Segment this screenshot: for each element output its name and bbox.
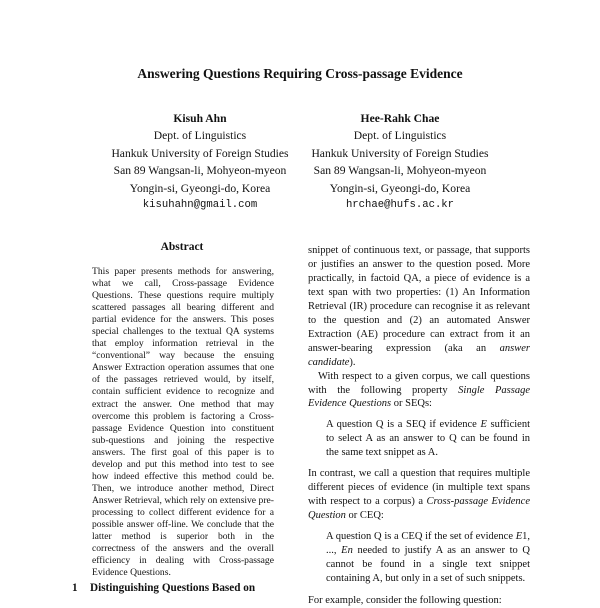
paper-title: Answering Questions Requiring Cross-passage Evidence <box>137 66 463 81</box>
section-number: 1 <box>72 582 78 594</box>
author-address-line: Yongin-si, Gyeongi-do, Korea <box>329 181 471 195</box>
right-column-body <box>308 244 530 608</box>
math-subscript: 1 <box>522 531 528 543</box>
author-email: kisuhahn@gmail.com <box>142 199 258 212</box>
abstract-text: This paper presents methods for answering, what we call, Cross-passage Evidence Questions. These questions require multiply scattered passages all bearing different and partial evidence for the answers. This poses special challenges to the textual QA systems that employ information retrieval in the “conventional” way because the ensuing Answer Extraction operation assumes that one of the passages retrieved would, by itself, contain sufficient evidence to recognize and extract the answer. One method that may overcome this problem is factoring a Cross-passage Evidence Question into constituent sub-questions and joining the respective answers. The first goal of this paper is to develop and put this method into test to see how indeed effective this method could be. Then, we introduce another method, Direct Answer Retrieval, which rely on extensive pre-processing to collect different evidence for a possible answer off-line. We conclude that the latter method is superior both in the correctness of the answers and the overall efficiency in dealing with Cross-passage Evidence Questions. <box>92 266 274 579</box>
definition-quote <box>326 418 530 460</box>
paragraph-text: snippet of continuous text, or passage, that supports or justifies an answer to the question posed. More practically, in factoid QA, a piece of evidence is a text span with two properties: (1) An Information Retrieval (IR) procedure can recognise it as relevant to the question and (2) an automated Answer Extraction (AE) procedure can extract from it an answer-bearing expression (aka an <box>308 245 530 354</box>
paragraph-text: or CEQ: <box>345 510 384 522</box>
section-title: Distinguishing Questions Based on <box>90 582 256 594</box>
paragraph-text: ). <box>349 356 356 368</box>
italic-term: Cross-passage Evidence Question <box>308 496 530 522</box>
quote-text: , ..., <box>326 531 530 557</box>
author-address-line: San 89 Wangsan-li, Mohyeon-myeon <box>113 164 287 178</box>
math-subscript: n <box>347 545 353 557</box>
italic-term: Single Passage Evidence Questions <box>308 384 530 410</box>
italic-term: answer candidate <box>308 342 530 368</box>
section-heading <box>72 582 255 594</box>
paragraph <box>308 244 530 370</box>
author-address-line: San 89 Wangsan-li, Mohyeon-myeon <box>313 164 487 178</box>
math-variable: E <box>341 545 348 557</box>
author-department: Dept. of Linguistics <box>153 129 247 143</box>
abstract-heading: Abstract <box>160 241 204 253</box>
author-department: Dept. of Linguistics <box>353 129 447 143</box>
math-variable: E <box>480 419 487 431</box>
paragraph <box>308 370 530 412</box>
quote-text: A question Q is a CEQ if the set of evidence <box>326 531 516 543</box>
quote-text: sufficient to select A as an answer to Q can be found in the same text snippet as A. <box>326 419 531 459</box>
definition-quote <box>326 530 530 586</box>
paragraph: For example, consider the following question: <box>308 594 502 606</box>
author-address-line: Yongin-si, Gyeongi-do, Korea <box>129 181 271 195</box>
author-name: Kisuh Ahn <box>173 112 227 125</box>
quote-text: A question Q is a SEQ if evidence <box>326 419 481 431</box>
paragraph-text: With respect to a given corpus, we call questions with the following property <box>308 370 530 396</box>
quote-text: needed to justify A as an answer to Q cannot be found in a single text snippet containing A, but only in a set of such snippets. <box>326 545 530 584</box>
author-block-2 <box>260 110 540 214</box>
author-email: hrchae@hufs.ac.kr <box>345 199 455 212</box>
paragraph-text: In contrast, we call a question that requires multiple different pieces of evidence (in multiple text spans with respect to a corpus) a <box>308 468 530 508</box>
paragraph <box>308 467 530 523</box>
author-university: Hankuk University of Foreign Studies <box>311 146 489 160</box>
author-name: Hee-Rahk Chae <box>360 112 440 125</box>
paragraph-text: or SEQs: <box>391 398 432 410</box>
author-university: Hankuk University of Foreign Studies <box>111 146 289 160</box>
math-variable: E <box>515 531 523 543</box>
